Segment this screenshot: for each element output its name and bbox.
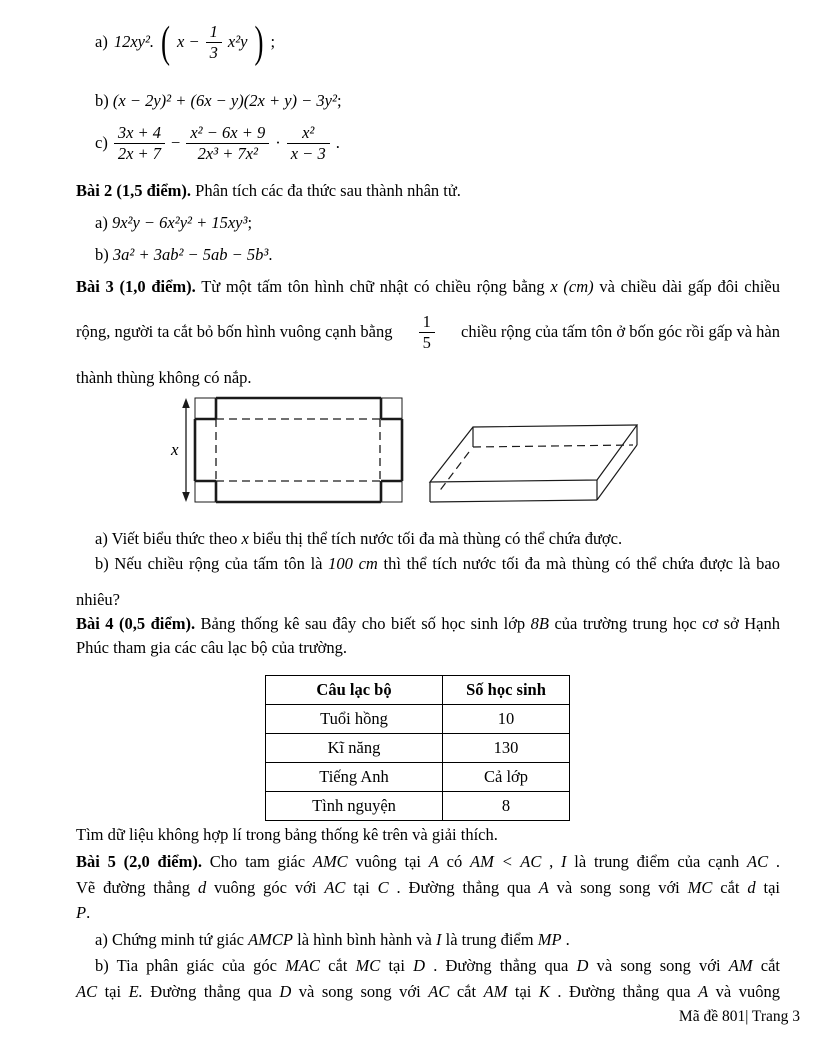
text-run: Vẽ đường thẳng [76,878,198,897]
exercise4-line2: Phúc tham gia các câu lạc bộ của trường. [76,638,348,657]
text-run: vuông tại [347,852,429,871]
text-run: Từ một tấm tôn hình chữ nhật có chiều rộng bằng [195,277,551,296]
exercise3-figure [0,389,780,519]
exercise4-line1 [76,613,780,635]
text-run: là hình bình hành và [293,930,436,949]
page-footer: Mã đề 801| Trang 3 [678,1008,800,1025]
text-run: tại [97,982,129,1001]
table-cell-count: 130 [443,734,570,763]
math-run: AM [483,982,508,1001]
table-cell-club: Tuổi hồng [266,705,443,734]
math-run: MP [537,930,562,949]
math-run: K [538,982,550,1001]
fraction-denominator: 2x³ + 7x² [186,143,269,164]
text-run: vuông góc với [206,878,325,897]
math-run: AC [324,878,346,897]
math-run: AC [428,982,450,1001]
exercise1-item-a [76,18,780,66]
fraction-one-third [206,22,222,63]
text-run: Cho tam giác [202,852,313,871]
exercise5-line1 [76,851,780,873]
text-run: . [86,903,91,922]
math-run: x [241,529,249,548]
exercise2-item-a [76,212,780,234]
text-run: thì thể tích nước tối đa mà thùng có thể chứa được là bao [377,554,780,573]
exercise5-line3 [76,902,780,924]
width-arrow [182,398,190,502]
fraction-denominator: x − 3 [287,143,330,164]
math-run: C [377,878,389,897]
text-run: . Đường thẳng qua [549,982,699,1001]
fraction-one-fifth [419,312,435,353]
text-run: tại [345,878,378,897]
item-a-label: a) [95,32,108,51]
math-run: 9x²y − 6x²y² + 15xy³ [111,213,248,232]
fraction-numerator: x² [302,122,315,142]
table-row [266,705,570,734]
math-run: AM [728,956,753,975]
math-run: D [413,956,426,975]
text-run: và song song với [588,956,729,975]
fraction-2 [186,123,269,164]
exercise2-title [76,180,780,202]
math-run: 100 cm [328,554,378,573]
text-run: và song song với [548,878,688,897]
text-run: ; [336,91,342,110]
math-run: D [279,982,292,1001]
math-run: D [576,956,589,975]
folded-box-figure [430,425,637,502]
text-run: b) Tia phân giác của góc [95,956,286,975]
table-header-count: Số học sinh [443,676,570,705]
text-run: cắt [449,982,484,1001]
text-run: tại [507,982,539,1001]
text-run: b) [95,245,113,264]
exercise3-question-b [76,553,780,575]
math-run: MC [355,956,381,975]
math-run: 3a² + 3ab² − 5ab − 5b³ [112,245,269,264]
table-cell-club: Kĩ năng [266,734,443,763]
text-run: và vuông [708,982,780,1001]
math-run: A [698,982,709,1001]
table-row [266,734,570,763]
fraction-denominator: 3 [206,42,222,63]
fraction-denominator: 2x + 7 [114,143,165,164]
math-run: d [747,878,756,897]
text-run: . [268,245,273,264]
open-paren: ( [161,16,171,66]
club-statistics-table [265,675,570,821]
math-run: E. [128,982,143,1001]
math-run: I [561,852,567,871]
bold-run: Bài 2 (1,5 điểm). [76,181,192,200]
text-run: a) Viết biểu thức theo [95,529,242,548]
exercise5-question-b-line1 [76,955,780,977]
text-run: b) Nếu chiều rộng của tấm tôn là [95,554,329,573]
text-run: và chiều dài gấp đôi chiều [593,277,780,296]
math-run: P [76,903,87,922]
math-run: AC [747,852,769,871]
text-run: có [438,852,471,871]
exercise3-question-a [76,528,780,550]
figure-svg [170,389,670,519]
text-run: Bảng thống kê sau đây cho biết số học sinh lớp [195,614,531,633]
exercise3-line2 [76,310,780,354]
text-run: ; [247,213,253,232]
math-run: A [428,852,439,871]
fraction-numerator: x² − 6x + 9 [190,122,266,142]
text-run: b) [95,91,113,110]
text-run: . [561,930,570,949]
text-run: tại [380,956,414,975]
item-c-label: c) [95,133,108,152]
text-run: cắt [712,878,748,897]
exercise3-question-b-cont: nhiêu? [76,590,120,609]
x-label: x [171,440,179,459]
text-run: Phân tích các đa thức sau thành nhân tử. [191,181,461,200]
text-run: cắt [752,956,780,975]
item-a-term1: x − [177,32,200,51]
fraction-3 [287,123,330,164]
text-run: . Đường thẳng qua [388,878,539,897]
math-run: AM < AC [470,852,542,871]
table-header-club: Câu lạc bộ [266,676,443,705]
fraction-denominator: 5 [419,332,435,353]
bold-run: Bài 5 (2,0 điểm). [76,852,202,871]
math-run: I [435,930,442,949]
exercise2-item-b [76,244,780,266]
exercise5-line2 [76,877,780,899]
fraction-1 [114,123,165,164]
math-run: x (cm) [550,277,594,296]
text-run: là trung điểm [441,930,538,949]
fraction-numerator: 1 [209,21,218,41]
math-run: AMC [312,852,348,871]
math-run: MAC [285,956,320,975]
text-run: , [541,852,562,871]
table-row [266,792,570,821]
exercise3-line1 [76,276,780,298]
text-run: của trường trung học cơ sở Hạnh [548,614,780,633]
text-run: a) Chứng minh tứ giác [95,930,249,949]
text-run: cắt [319,956,356,975]
math-run: (x − 2y)² + (6x − y)(2x + y) − 3y² [112,91,337,110]
line2-text-before: rộng, người ta cắt bỏ bốn hình vuông cạnh bằng [76,322,393,341]
item-a-prefactor: 12xy². [113,32,155,51]
exercise3-line3: thành thùng không có nắp. [76,368,252,387]
table-header-row [266,676,570,705]
dot-operator: · [275,133,281,152]
item-a-term2: x²y [227,32,248,51]
text-run: tại [755,878,780,897]
table-cell-count: 8 [443,792,570,821]
exercise5-question-b-line2 [76,981,780,1003]
math-run: 8B [530,614,549,633]
text-run: biểu thị thể tích nước tối đa mà thùng có thể chứa được. [248,529,623,548]
text-run: Đường thẳng qua [142,982,280,1001]
minus-operator: − [171,133,181,152]
math-run: AMCP [248,930,293,949]
exercise1-item-c [76,120,780,166]
close-paren: ) [254,16,264,66]
bold-run: Bài 4 (0,5 điểm). [76,614,196,633]
bold-run: Bài 3 (1,0 điểm). [76,277,196,296]
text-run: . Đường thẳng qua [425,956,577,975]
table-cell-count: Cả lớp [443,763,570,792]
text-run: là trung điểm của cạnh [566,852,747,871]
line2-text-after: chiều rộng của tấm tôn ở bốn góc rồi gấp và hàn [461,322,780,341]
text-run: và song song với [291,982,429,1001]
table-cell-count: 10 [443,705,570,734]
item-c-end: . [335,133,340,152]
math-run: MC [687,878,713,897]
table-cell-club: Tình nguyện [266,792,443,821]
unfolded-sheet-figure [195,398,402,502]
item-a-end: ; [270,32,276,51]
exercise5-question-a [76,929,780,951]
math-run: A [538,878,549,897]
math-run: d [197,878,207,897]
exercise1-item-b [76,90,780,112]
table-row [266,763,570,792]
text-run: a) [95,213,112,232]
text-run: . [768,852,780,871]
fraction-numerator: 1 [422,311,431,331]
exercise4-line3: Tìm dữ liệu không hợp lí trong bảng thống kê trên và giải thích. [76,825,498,844]
math-run: AC [76,982,98,1001]
fraction-numerator: 3x + 4 [117,122,162,142]
table-cell-club: Tiếng Anh [266,763,443,792]
